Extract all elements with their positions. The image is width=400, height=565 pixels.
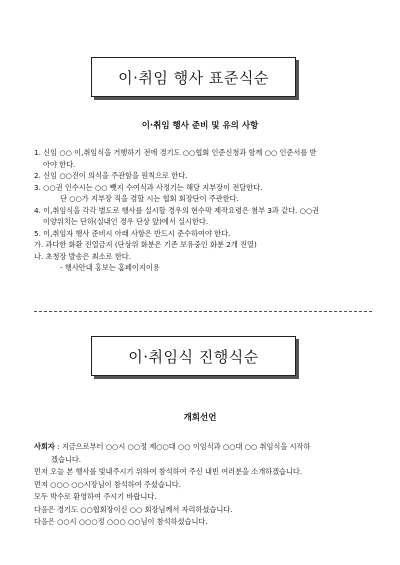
list-item: 아야 한다. bbox=[43, 159, 76, 169]
speech-text: : 지금으로부터 ○○시 ○○정 제○○대 ○○ 이임식과 ○○대 ○○ 취임식을 시작하 bbox=[54, 442, 311, 451]
speech-line: 겠습니다. bbox=[51, 454, 82, 464]
speech-line: 먼저 ○○○ ○○시장님이 참석하여 주셨습니다. bbox=[34, 479, 181, 489]
list-item: 4. 이,취임식을 각각 별도로 행사를 실시할 경우의 현수막 제작요령은 첨부 3과 같다. ○○권 bbox=[34, 205, 320, 215]
list-item: - 행사안내 홍보는 홈페이지이용 bbox=[60, 263, 160, 272]
speech-line: 다음은 경기도 ○○협회장이신 ○○ 회장님께서 자리하셨습니다. bbox=[34, 504, 233, 514]
section-divider bbox=[34, 311, 372, 312]
speech-line: 모두 박수로 환영하여 주시기 바랍니다. bbox=[34, 492, 157, 501]
list-item: 3. ○○권 인수시는 ○○ 뺏지 수여식과 사정기는 해당 지부장이 전달한다. bbox=[34, 182, 263, 192]
section-subtitle: 개회선언 bbox=[183, 413, 217, 423]
section-title: 이·취임 행사 표준식순 bbox=[118, 68, 269, 87]
section-title-box bbox=[91, 57, 296, 97]
list-item: 가. 과다한 화환 진열금지 (단상위 화분은 기존 보유중인 화분 2개 진열) bbox=[34, 240, 257, 249]
section-title: 이·취임식 진행식순 bbox=[128, 347, 259, 366]
guideline-list bbox=[34, 147, 384, 274]
list-item: 단 ○○가 지부장 직을 겸할 시는 협회 회장단이 주관한다. bbox=[60, 194, 239, 203]
speaker-label: 사회자 bbox=[34, 442, 55, 451]
list-item: 나. 초청장 발송은 최소로 한다. bbox=[34, 251, 132, 261]
speech-line: 다음은 ○○시 ○○○정 ○○○ ○○님이 참석하셨습니다. bbox=[34, 517, 208, 526]
list-item: 5. 이,취임자 행사 준비시 아래 사항은 반드시 준수하여야 한다. bbox=[34, 228, 231, 238]
list-item: 1. 신임 ○○ 이,취임식을 거행하기 전에 경기도 ○○협회 인준신청과 함께 ○○ 인준서를 받 bbox=[34, 148, 317, 157]
speech-line: 먼저 오늘 본 행사를 빛내주시기 위하여 참석하여 주신 내빈 여러분을 소개하겠습니다. bbox=[34, 467, 303, 476]
section-title-box bbox=[91, 336, 296, 376]
section-subtitle: 이·취임 행사 준비 및 유의 사항 bbox=[141, 121, 259, 131]
list-item: 이양위치는 단하(실내인 경우 단상 앞)에서 실시한다. bbox=[43, 217, 209, 226]
list-item: 2. 신임 ○○진이 의식을 주관함을 원칙으로 한다. bbox=[34, 171, 188, 180]
speech-line bbox=[34, 441, 379, 454]
speech-script bbox=[34, 441, 379, 529]
